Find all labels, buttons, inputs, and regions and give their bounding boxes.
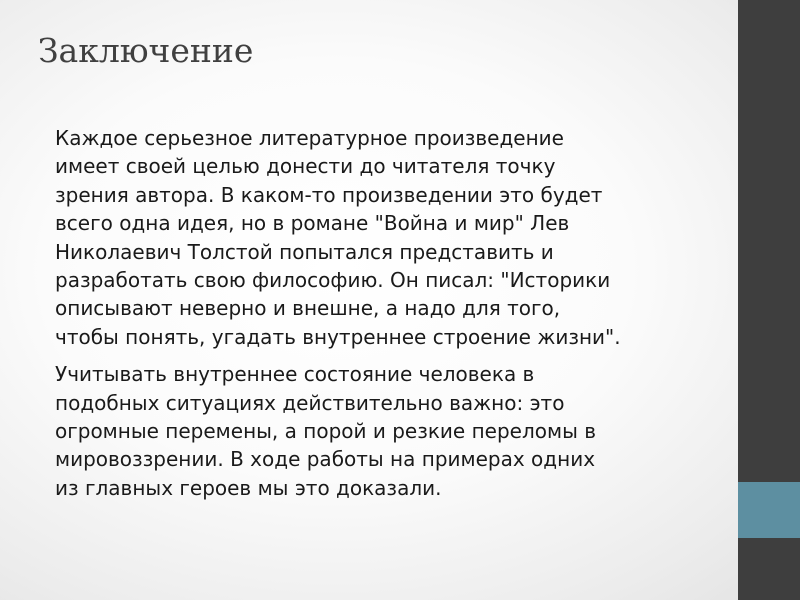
body-line: Николаевич Толстой попытался представить и: [55, 239, 554, 264]
body-line: подобных ситуациях действительно важно: это: [55, 390, 565, 415]
paragraph-spacer: [55, 351, 705, 360]
body-line: из главных героев мы это доказали.: [55, 475, 442, 500]
body-line: описывают неверно и внешне, а надо для того,: [55, 296, 561, 321]
body-line: всего одна идея, но в романе "Война и мир" Лев: [55, 211, 570, 236]
paragraph-1: [55, 124, 705, 351]
body-line: имеет своей целью донести до читателя точку: [55, 154, 556, 179]
accent-bar: [738, 482, 800, 538]
body-line: мировоззрении. В ходе работы на примерах одних: [55, 447, 596, 472]
body-line: чтобы понять, угадать внутреннее строение жизни".: [55, 324, 621, 349]
body-line: Учитывать внутреннее состояние человека в: [55, 362, 535, 387]
body-line: зрения автора. В каком-то произведении это будет: [55, 182, 603, 207]
slide-title: Заключение: [38, 31, 254, 70]
body-line: разработать свою философию. Он писал: "Историки: [55, 268, 611, 293]
body-line: Каждое серьезное литературное произведение: [55, 126, 564, 150]
slide-body: [55, 124, 705, 502]
paragraph-2: [55, 360, 705, 502]
body-line: огромные перемены, а порой и резкие переломы в: [55, 419, 597, 444]
